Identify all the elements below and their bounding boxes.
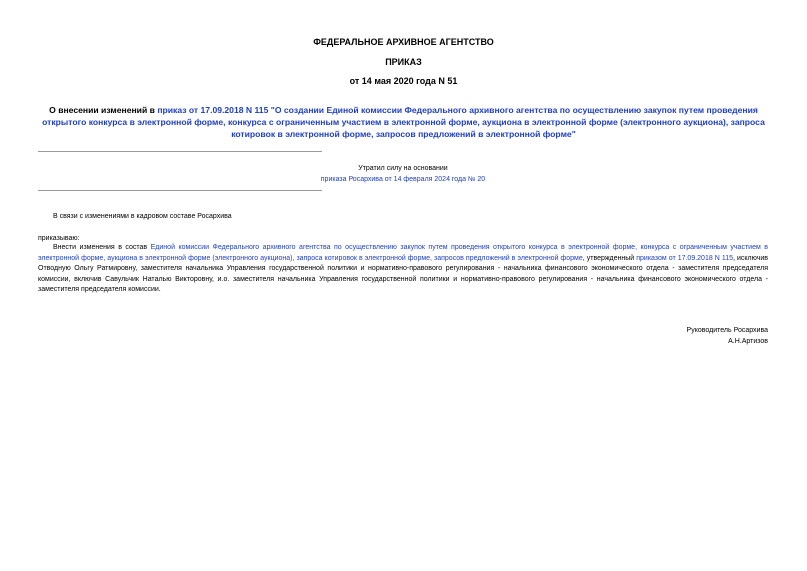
commission-link[interactable]: Единой комиссии Федерального архивного агентства по осуществлению закупок путем проведения открытого конкурса в электронной форме, конкурса с ограниченным участием в электронной форме, аукциона в электронной форме (электронного аукциона), запроса котировок в электронной форме, запросов предложений в электронной форме [38,244,768,262]
paragraph-end: , исключив Отводную Ольгу Ратмировну, заместителя начальника Управления государственной политики и нормативно-правового регулирования - начальника финансового экономического отдела - заместителя председателя комиссии, включив Савульчик Наталью Викторовну, и.о. заместителя начальника Управления государственной политики и нормативно-правового регулирования - начальника финансового экономического отдела - заместителя председателя комиссии. [38,254,768,293]
intro-paragraph: В связи с изменениями в кадровом составе Росархива [53,213,232,220]
order-link[interactable]: приказом от 17.09.2018 N 115 [636,254,733,262]
title-order-link[interactable]: приказ от 17.09.2018 N 115 "О создании Единой комиссии Федерального архивного агентства по осуществлению закупок путем проведения открытого конкурса в электронной форме, конкурса с ограниченным участием в электронной форме, аукциона в электронной форме (электронного аукциона), запроса котировок в электронной форме, запросов предложений в электронной форме" [42,105,765,139]
signature-name: А.Н.Артизов [728,338,768,345]
status-note-text: Утратил силу на основании [358,165,448,172]
agency-name: ФЕДЕРАЛЬНОЕ АРХИВНОЕ АГЕНТСТВО [313,37,494,47]
bottom-divider [38,190,322,191]
title-prefix: О внесении изменений в [49,105,158,115]
main-paragraph [38,243,768,296]
top-divider [38,151,322,152]
status-note-link[interactable]: приказа Росархива от 14 февраля 2024 года № 20 [320,176,486,183]
document-title [40,104,767,140]
order-word: приказываю: [38,235,80,242]
paragraph-mid: , утвержденный [582,254,637,262]
document-date-number: от 14 мая 2020 года N 51 [349,76,458,86]
signature-position: Руководитель Росархива [686,327,768,334]
paragraph-start: Внести изменения в состав [53,244,151,251]
document-type: ПРИКАЗ [385,57,422,67]
